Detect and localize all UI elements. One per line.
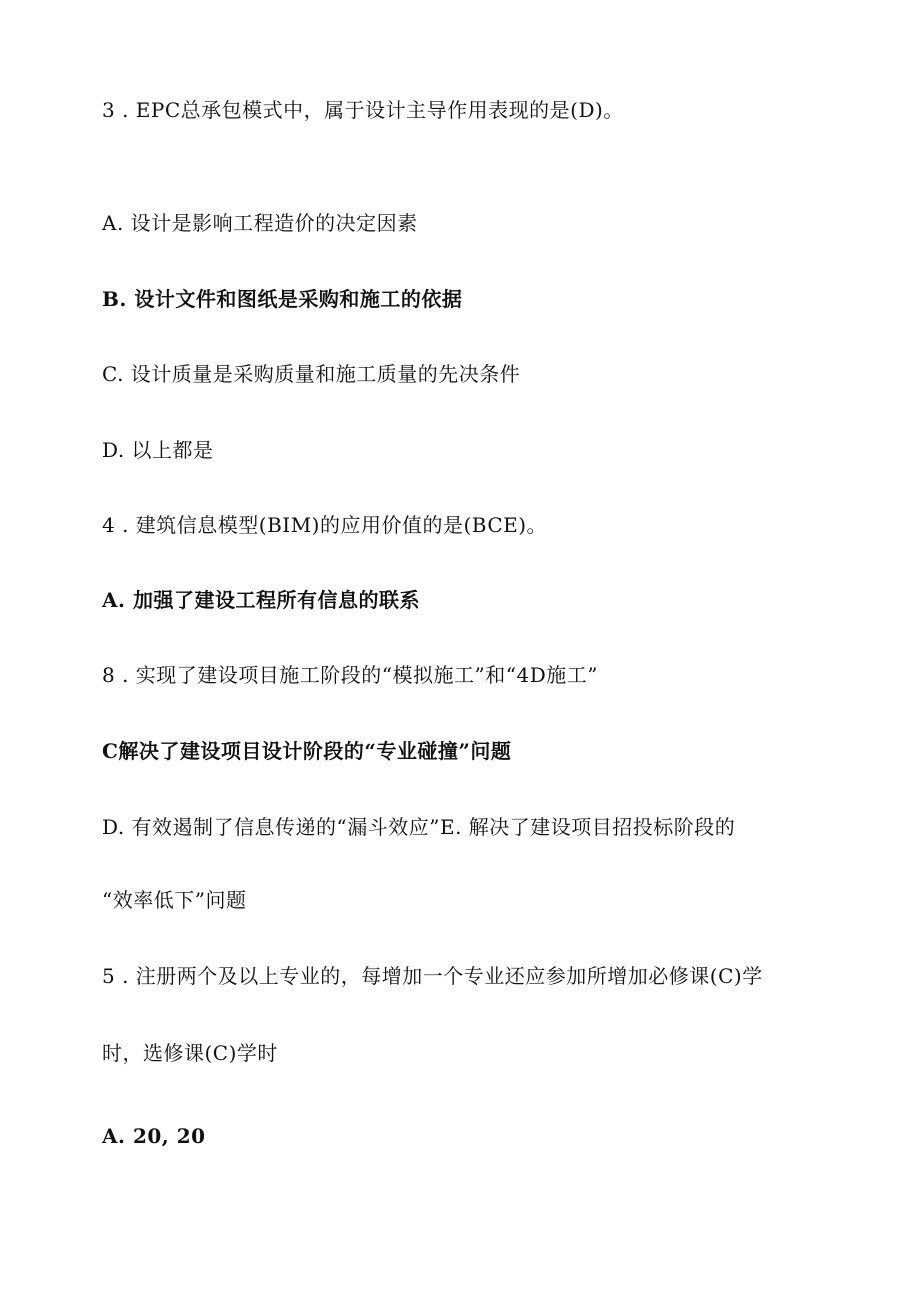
- question-3-option-d: D. 以上都是: [102, 438, 214, 462]
- question-4-option-b: 8 . 实现了建设项目施工阶段的“模拟施工”和“4D施工”: [102, 663, 598, 687]
- question-5-stem: 5 . 注册两个及以上专业的，每增加一个专业还应参加所增加必修课(C)学: [102, 964, 763, 988]
- question-4-option-e-continued: “效率低下”问题: [102, 888, 247, 912]
- question-3-option-b: B. 设计文件和图纸是采购和施工的依据: [102, 287, 463, 311]
- question-5-stem-continued: 时，选修课(C)学时: [102, 1041, 278, 1065]
- question-5-option-a: A. 20, 20: [102, 1124, 206, 1148]
- question-3-option-a: A. 设计是影响工程造价的决定因素: [102, 211, 418, 235]
- question-4-option-a: A. 加强了建设工程所有信息的联系: [102, 588, 420, 612]
- question-3-option-c: C. 设计质量是采购质量和施工质量的先决条件: [102, 362, 521, 386]
- question-4-option-c: C解决了建设项目设计阶段的“专业碰撞”问题: [102, 739, 512, 763]
- question-4-stem: 4 . 建筑信息模型(BIM)的应用价值的是(BCE)。: [102, 513, 548, 537]
- question-3-stem: 3 . EPC总承包模式中，属于设计主导作用表现的是(D)。: [102, 98, 624, 122]
- question-4-option-d-e: D. 有效遏制了信息传递的“漏斗效应”E. 解决了建设项目招投标阶段的: [102, 815, 736, 839]
